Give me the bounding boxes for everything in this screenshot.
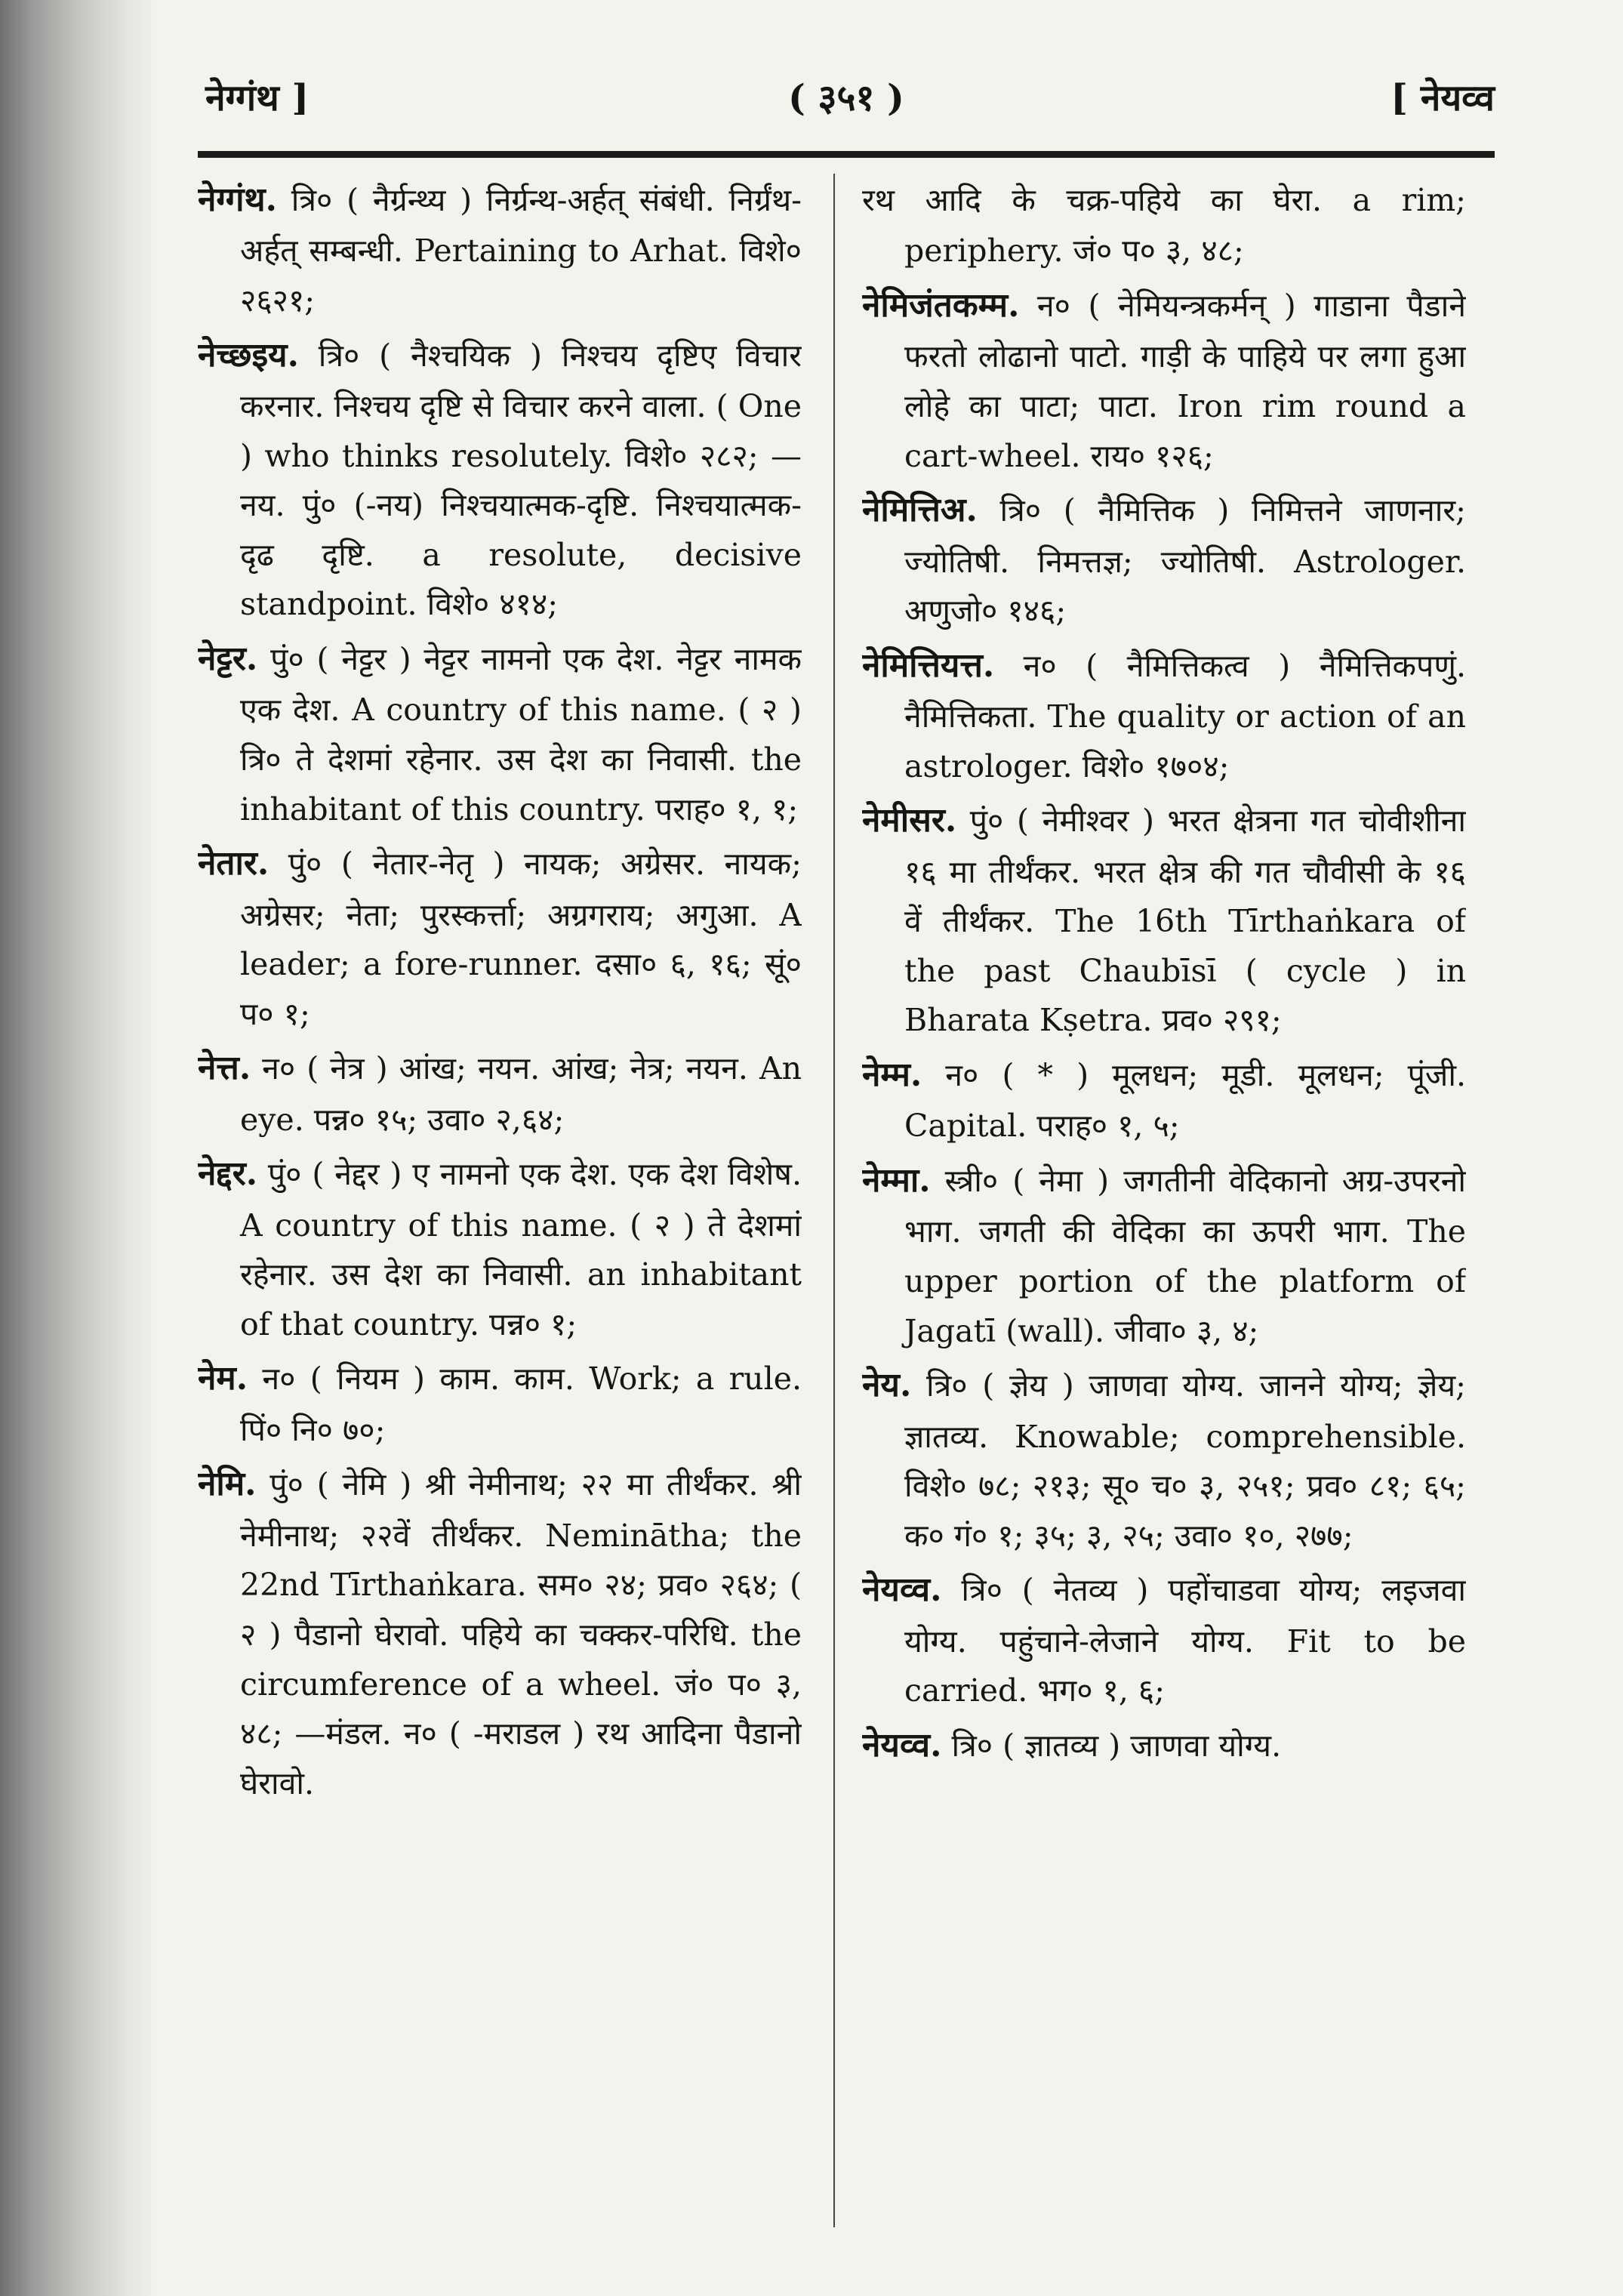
dictionary-entry (198, 174, 802, 326)
entry-headword: नेमित्तियत्त. (862, 646, 995, 685)
entry-definition: न० ( नेत्र ) आंख; नयन. आंख; नेत्र; नयन. An eye. पन्न० १५; उवा० २,६४; (240, 1050, 802, 1138)
entry-definition: न० ( नैमित्तिकत्व ) नैमित्तिकपणुं. नैमित्तिकता. The quality or action of an astrologer. विशे० १७०४; (904, 647, 1466, 784)
entry-definition: पुं० ( नेमीश्वर ) भरत क्षेत्रना गत चोवीशीना १६ मा तीर्थंकर. भरत क्षेत्र की गत चौवीसी के १६ वें तीर्थंकर. The 16th Tīrthaṅkara of the past Chaubīsī ( cycle ) in Bharata Kṣetra. प्रव० २९१; (904, 803, 1466, 1039)
dictionary-entry (198, 1148, 802, 1349)
entry-definition: त्रि० ( नैमित्तिक ) निमित्तने जाणनार; ज्योतिषी. निमत्तज्ञ; ज्योतिषी. Astrologer. अणुजो० १४६; (904, 492, 1466, 630)
entry-definition: पुं० ( नेतार-नेतृ ) नायक; अग्रेसर. नायक; अग्रेसर; नेता; पुरस्कर्त्ता; अग्रगराय; अगुआ. A leader; a fore-runner. दसा० ६, १६; सूं० प० १; (240, 846, 802, 1032)
entry-headword: नेद्दर. (198, 1154, 258, 1194)
dictionary-entry (862, 1049, 1466, 1151)
dictionary-entry (198, 1042, 802, 1145)
dictionary-entry (862, 1564, 1466, 1716)
right-column (862, 174, 1466, 2242)
entry-definition: न० ( नेमियन्त्रकर्मन् ) गाडाना पैडाने फरतो लोढानो पाटो. गाड़ी के पाहिये पर लगा हुआ लोहे का पाटा; पाटा. Iron rim round a cart-wheel. राय० १२६; (904, 287, 1466, 474)
entry-headword: नेयव्व. (862, 1570, 942, 1610)
entry-headword: नेतार. (198, 844, 269, 883)
dictionary-entry (862, 279, 1466, 481)
entry-headword: नेत्त. (198, 1049, 251, 1088)
header-last-word: [ नेयव्व (1390, 77, 1495, 119)
page-number: ( ३५१ ) (788, 77, 904, 119)
entry-definition: पुं० ( नेद्दर ) ए नामनो एक देश. एक देश विशेष. A country of this name. ( २ ) ते देशमां रहेनार. उस देश का निवासी. an inhabitant of that country. पन्न० १; (240, 1156, 802, 1342)
header-first-word: नेग्गंथ ] (205, 77, 310, 119)
entry-definition: त्रि० ( नैर्ग्रन्थ्य ) निर्ग्रन्थ-अर्हत् संबंधी. निर्ग्रंथ-अर्हत् सम्बन्धी. Pertaining to Arhat. विशे० २६२१; (240, 182, 802, 319)
dictionary-entry (198, 1458, 802, 1808)
entry-headword: नेय. (862, 1366, 912, 1405)
entry-headword: नेम. (198, 1359, 248, 1398)
entry-headword: नेमित्तिअ. (862, 491, 978, 530)
entry-headword: नेम्म. (862, 1056, 922, 1095)
entry-headword: नेमिजंतकम्म. (862, 285, 1020, 325)
dictionary-entry-continued (862, 174, 1466, 276)
entry-definition: त्रि० ( ज्ञातव्य ) जाणवा योग्य. (951, 1727, 1282, 1764)
dictionary-entry (198, 633, 802, 834)
dictionary-entry (862, 639, 1466, 792)
entry-definition: त्रि० ( ज्ञेय ) जाणवा योग्य. जानने योग्य; ज्ञेय; ज्ञातव्य. Knowable; comprehensible. विशे० ७८; २१३; सू० च० ३, २५१; प्रव० ८१; ६५; क० गं० १; ३५; ३, २५; उवा० १०, २७७; (904, 1367, 1466, 1554)
entry-headword: नेम्मा. (862, 1161, 931, 1200)
page-header (198, 60, 1495, 143)
header-rule (198, 151, 1495, 158)
entry-definition: त्रि० ( नेतव्य ) पहोंचाडवा योग्य; लइजवा योग्य. पहुंचाने-लेजाने योग्य. Fit to be carried. भग० १, ६; (904, 1572, 1466, 1709)
dictionary-entry (862, 1719, 1466, 1772)
entry-definition: न० ( * ) मूलधन; मूडी. मूलधन; पूंजी. Capital. पराह० १, ५; (904, 1057, 1466, 1145)
left-column (198, 174, 802, 2242)
column-divider (833, 174, 835, 2227)
entry-definition: स्त्री० ( नेमा ) जगतीनी वेदिकानो अग्र-उपरनो भाग. जगती की वेदिका का ऊपरी भाग. The upper portion of the platform of Jagatī (wall). जीवा० ३, ४; (904, 1163, 1466, 1349)
entry-definition: त्रि० ( नैश्चयिक ) निश्चय दृष्टिए विचार करनार. निश्चय दृष्टि से विचार करने वाला. ( One ) who thinks resolutely. विशे० २८२; —नय. पुं० (-नय) निश्चयात्मक-दृष्टि. निश्चयात्मक-दृढ दृष्टि. a resolute, decisive standpoint. विशे० ४१४; (240, 337, 802, 623)
entry-headword: नेट्टर. (198, 639, 258, 678)
dictionary-entry (198, 837, 802, 1039)
entry-definition: रथ आदि के चक्र-पहिये का घेरा. a rim; periphery. जं० प० ३, ४८; (862, 182, 1466, 270)
dictionary-entry (862, 484, 1466, 636)
entry-definition: पुं० ( नेमि ) श्री नेमीनाथ; २२ मा तीर्थंकर. श्री नेमीनाथ; २२वें तीर्थंकर. Neminātha; the 22nd Tīrthaṅkara. सम० २४; प्रव० २६४; ( २ ) पैडानो घेरावो. पहिये का चक्कर-परिधि. the circumference of a wheel. जं० प० ३, ४८; —मंडल. न० ( -मराडल ) रथ आदिना पैडानो घेरावो. (240, 1466, 802, 1801)
dictionary-page (198, 60, 1495, 2235)
dictionary-entry (198, 329, 802, 630)
page-edge-shadow (0, 0, 159, 2296)
entry-definition: पुं० ( नेट्टर ) नेट्टर नामनो एक देश. नेट्टर नामक एक देश. A country of this name. ( २ ) त्रि० ते देशमां रहेनार. उस देश का निवासी. the inhabitant of this country. पराह० १, १; (240, 640, 802, 827)
entry-headword: नेमि. (198, 1465, 257, 1504)
entry-headword: नेच्छइय. (198, 335, 299, 374)
entry-headword: नेमीसर. (862, 801, 957, 840)
dictionary-entry (862, 1154, 1466, 1356)
entry-definition: न० ( नियम ) काम. काम. Work; a rule. पिं० नि० ७०; (240, 1361, 802, 1448)
dictionary-entry (198, 1352, 802, 1455)
dictionary-entry (862, 794, 1466, 1046)
entry-headword: नेग्गंथ. (198, 180, 277, 219)
dictionary-entry (862, 1359, 1466, 1561)
entry-headword: नेयव्व. (862, 1725, 942, 1764)
